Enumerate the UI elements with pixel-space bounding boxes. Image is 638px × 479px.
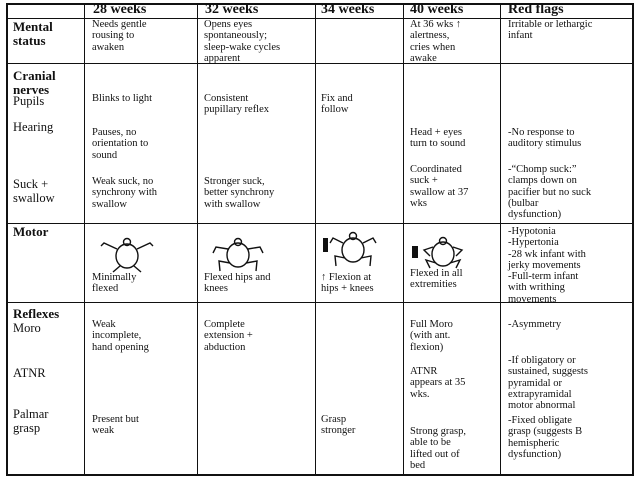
hearing-28wk: Pauses, no orientation to sound [92, 127, 149, 161]
suck-swallow-red-flag: -“Chomp suck:” clamps down on pacifier but no suck (bulbar dysfunction) [508, 164, 592, 221]
row-label-cranial-nerves: Cranial nerves [13, 68, 56, 97]
sub-label-pupils: Pupils [13, 94, 45, 108]
sub-label-atnr: ATNR [13, 366, 46, 380]
suck-swallow-32wk: Stronger suck, better synchrony with swallow [204, 176, 275, 210]
palmar-grasp-red-flag: -Fixed obligate grasp (suggests B hemispheric dysfunction) [508, 415, 583, 460]
hearing-40wk: Head + eyes turn to sound [410, 127, 466, 150]
column-divider [197, 3, 198, 476]
mental-status-32wk: Opens eyes spontaneously; sleep-wake cycles apparent [204, 19, 281, 64]
column-header-28-weeks: 28 weeks [93, 2, 147, 17]
row-label-motor: Motor [13, 224, 49, 239]
mental-status-40wk: At 36 wks ↑ alertness, cries when awake [410, 19, 462, 64]
infant-posture-40wk-icon [410, 236, 472, 272]
atnr-40wk: ATNR appears at 35 wks. [410, 366, 466, 400]
moro-32wk: Complete extension + abduction [204, 319, 253, 353]
column-divider [500, 3, 501, 476]
palmar-grasp-28wk: Present but weak [92, 414, 139, 437]
mental-status-red-flag: Irritable or lethargic infant [508, 19, 593, 42]
column-header-40-weeks: 40 weeks [410, 2, 464, 17]
suck-swallow-40wk: Coordinated suck + swallow at 37 wks [410, 164, 469, 209]
moro-28wk: Weak incomplete, hand opening [92, 319, 149, 353]
motor-28wk: Minimally flexed [92, 272, 137, 295]
sub-label-suck-swallow: Suck + swallow [13, 177, 55, 205]
row-label-mental-status: Mental status [13, 19, 53, 48]
motor-red-flag: -Hypotonia -Hypertonia -28 wk infant with jerky movements -Full-term infant with writhing movements [508, 226, 586, 305]
motor-32wk: Flexed hips and knees [204, 272, 271, 295]
palmar-grasp-40wk: Strong grasp, able to be lifted out of bed [410, 426, 466, 471]
column-divider [315, 3, 316, 476]
moro-red-flag: -Asymmetry [508, 319, 562, 330]
row-divider [6, 63, 634, 64]
mental-status-28wk: Needs gentle rousing to awaken [92, 19, 147, 53]
moro-40wk: Full Moro (with ant. flexion) [410, 319, 453, 353]
sub-label-moro: Moro [13, 321, 41, 335]
infant-posture-34wk-icon [320, 230, 382, 270]
infant-posture-28wk-icon [96, 237, 158, 273]
sub-label-hearing: Hearing [13, 120, 54, 134]
infant-posture-32wk-icon [207, 237, 269, 273]
hearing-red-flag: -No response to auditory stimulus [508, 127, 582, 150]
pupils-28wk: Blinks to light [92, 93, 153, 104]
row-divider [6, 223, 634, 224]
table-border-bottom [6, 474, 634, 476]
suck-swallow-28wk: Weak suck, no synchrony with swallow [92, 176, 158, 210]
motor-40wk: Flexed in all extremities [410, 268, 463, 291]
row-label-reflexes: Reflexes [13, 306, 60, 321]
column-header-red-flags: Red flags [508, 2, 564, 17]
palmar-grasp-34wk: Grasp stronger [321, 414, 356, 437]
column-divider [84, 3, 85, 476]
column-header-32-weeks: 32 weeks [205, 2, 259, 17]
sub-label-palmar-grasp: Palmar grasp [13, 407, 49, 435]
pupils-34wk: Fix and follow [321, 93, 353, 116]
atnr-red-flag: -If obligatory or sustained, suggests pyramidal or extrapyramidal motor abnormal [508, 355, 588, 412]
motor-34wk: ↑ Flexion at hips + knees [321, 272, 374, 295]
column-header-34-weeks: 34 weeks [321, 2, 375, 17]
column-divider [403, 3, 404, 476]
table-border-left [6, 3, 8, 476]
pupils-32wk: Consistent pupillary reflex [204, 93, 270, 116]
table-border-right [632, 3, 634, 476]
